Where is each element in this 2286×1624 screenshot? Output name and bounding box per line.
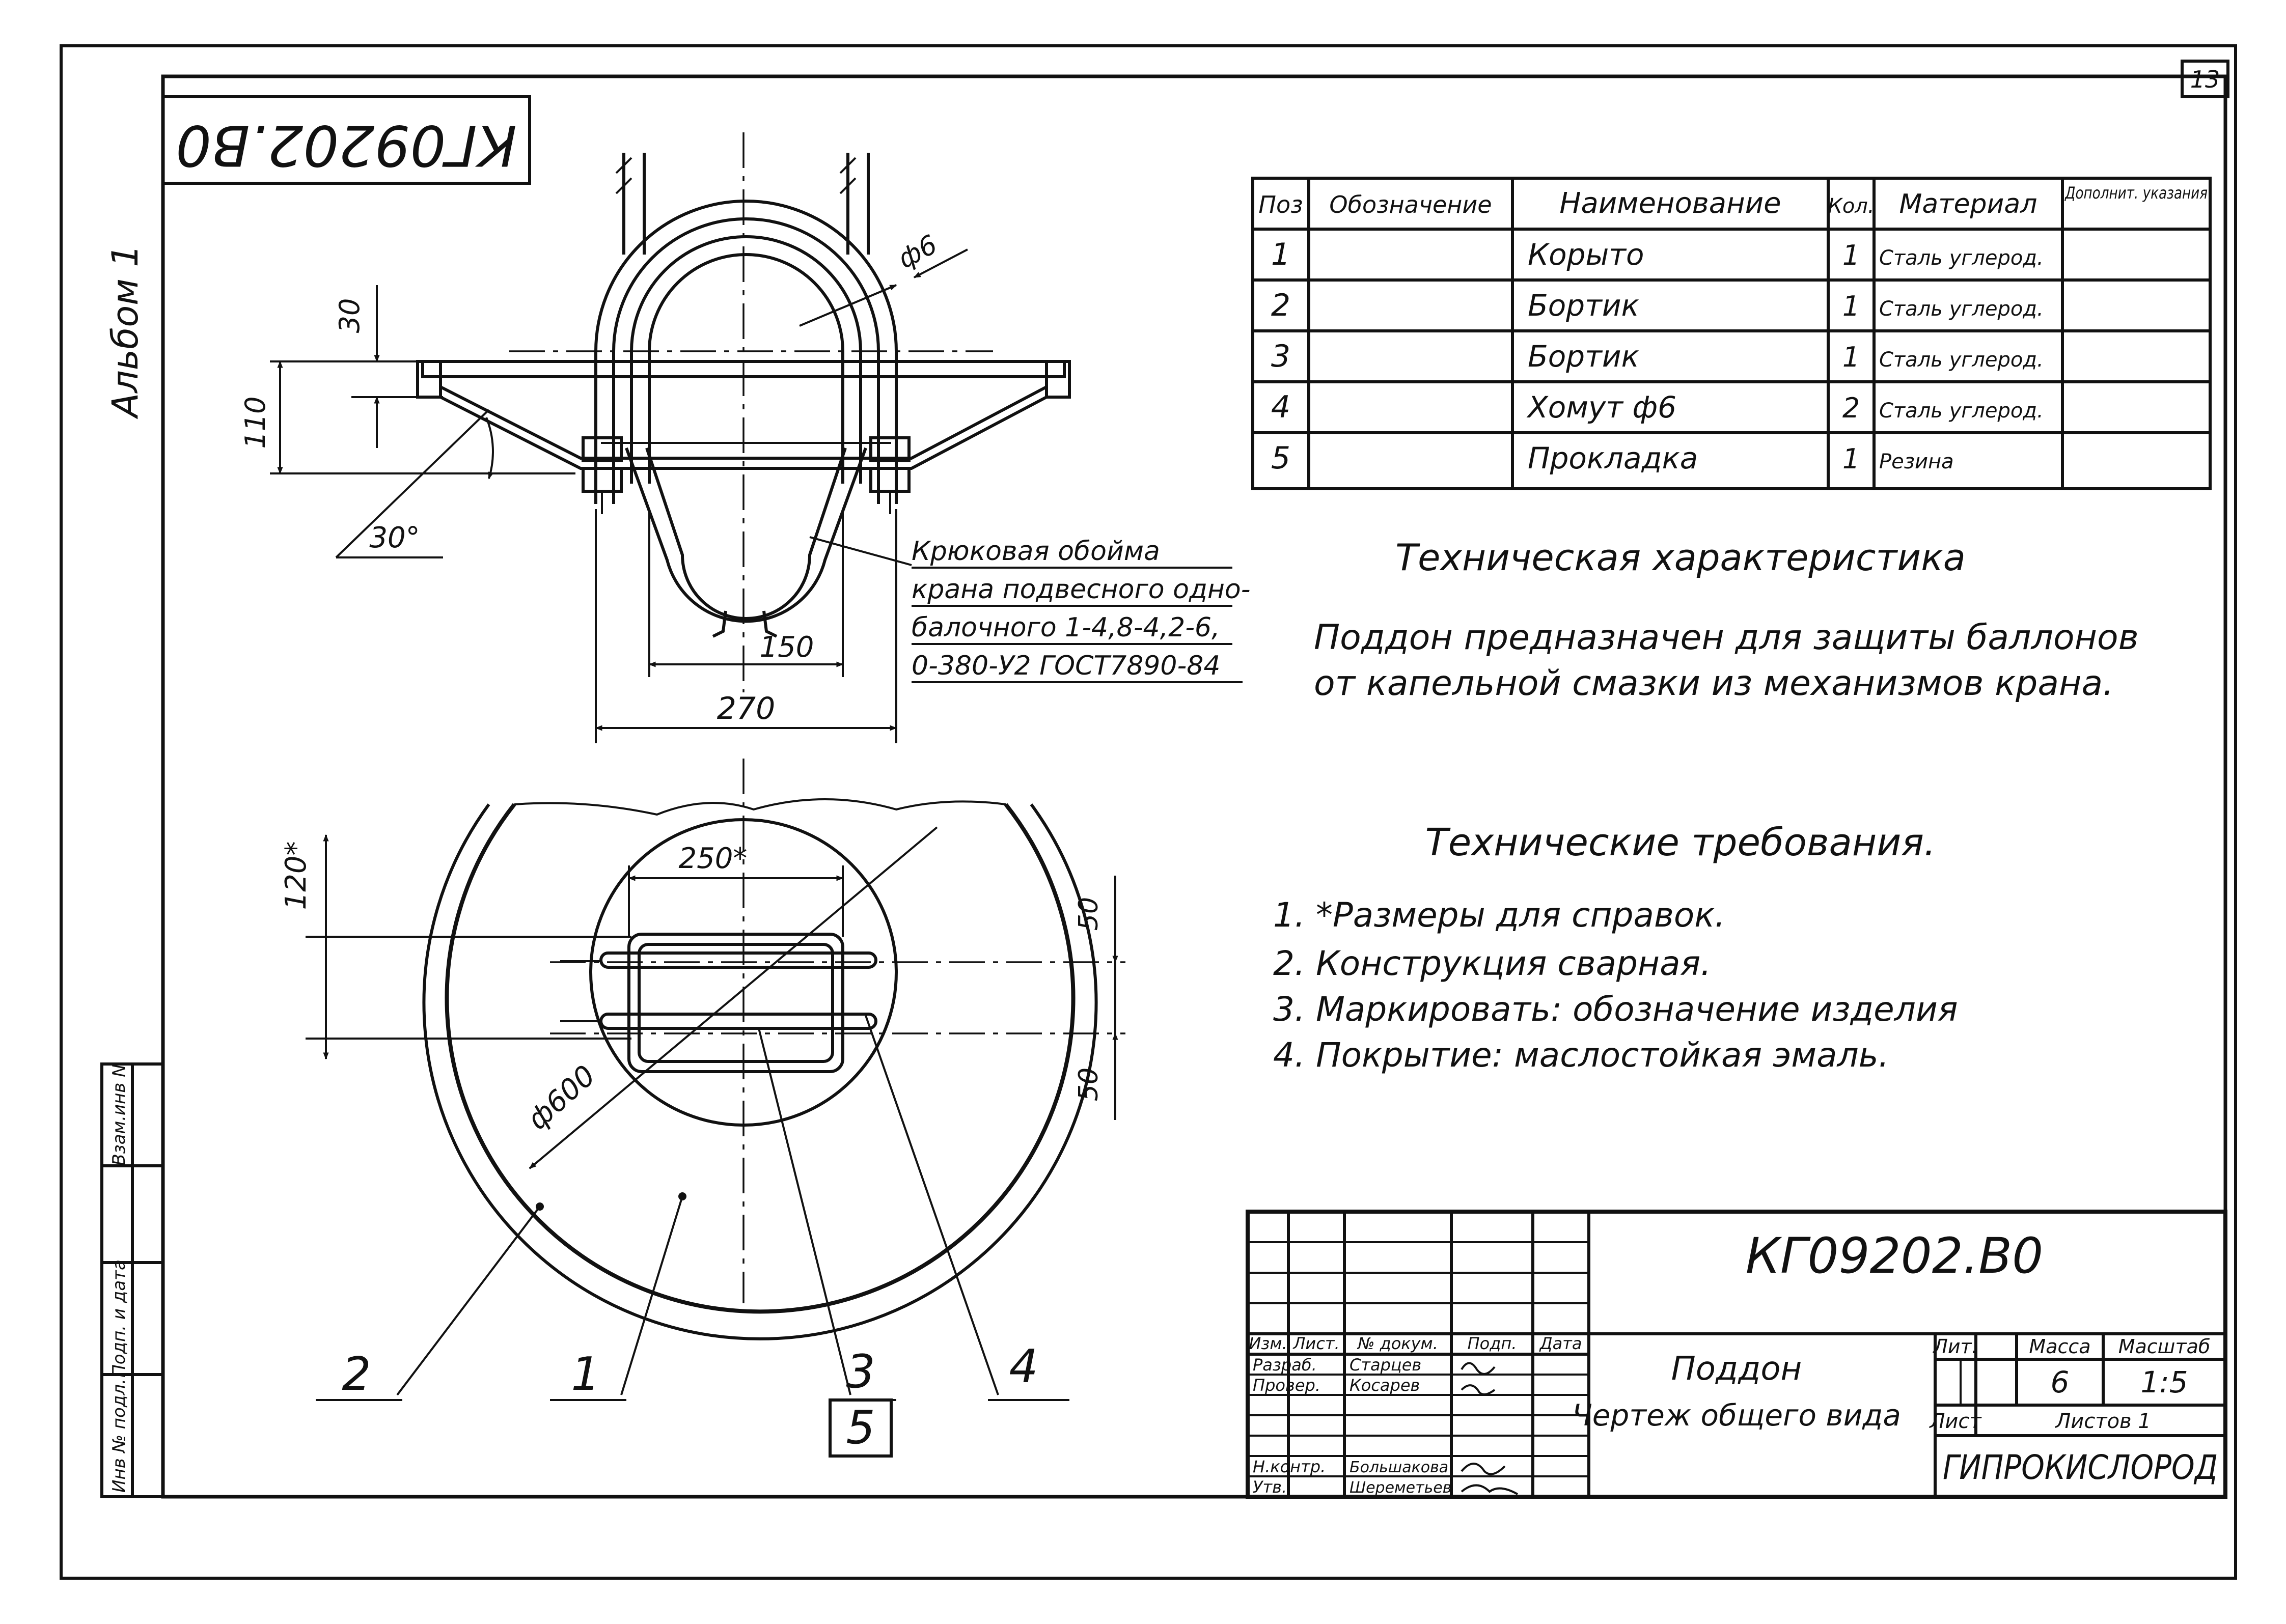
callout-5: 5 <box>846 1401 875 1454</box>
signature-nkontr <box>1462 1464 1505 1474</box>
callout-2: 2 <box>342 1348 371 1401</box>
bom-cell-pos: 3 <box>1271 339 1291 374</box>
side-stamp-sign-date: Подп. и дата <box>109 1259 129 1378</box>
tb-sheets-label: Листов 1 <box>2055 1410 2151 1433</box>
tb-scale-label: Масштаб <box>2118 1335 2211 1358</box>
bom-cell-pos: 2 <box>1271 288 1291 323</box>
tech-char-line1: Поддон предназначен для защиты баллонов <box>1314 618 2139 658</box>
bom-cell-pos: 1 <box>1271 237 1291 272</box>
tb-person-prover: Косарев <box>1349 1376 1420 1395</box>
dim-250: 250* <box>678 842 748 875</box>
tb-mass: 6 <box>2050 1365 2070 1399</box>
bom-cell-qty: 1 <box>1842 341 1860 373</box>
bom-cell-qty: 2 <box>1842 392 1860 424</box>
tb-person-razrab: Старцев <box>1349 1355 1422 1375</box>
hook-note <box>912 536 1251 682</box>
tech-req-title: Технические требования. <box>1425 821 1936 864</box>
tech-char-line2: от капельной смазки из механизмов крана. <box>1314 663 2114 704</box>
bom-cell-material: Сталь углерод. <box>1879 297 2044 321</box>
callout-3: 3 <box>846 1345 875 1398</box>
bom-cell-material: Сталь углерод. <box>1879 246 2044 270</box>
bom-header-notes: Дополнит. указания <box>2064 183 2208 203</box>
hook-rods <box>616 153 868 255</box>
tech-req-item-3: 3. Маркировать: обозначение изделия <box>1273 990 1958 1029</box>
signature-prover <box>1462 1385 1495 1394</box>
callout-4: 4 <box>1009 1340 1038 1393</box>
bom-cell-name: Корыто <box>1528 237 1644 272</box>
hook-note-line2: крана подвесного одно- <box>912 574 1251 605</box>
title-block <box>1248 1212 2225 1497</box>
tb-name-2: Чертеж общего вида <box>1572 1398 1901 1433</box>
bom-cell-name: Прокладка <box>1528 441 1698 475</box>
dim-phi6: ф6 <box>893 229 943 275</box>
bom-cell-qty: 1 <box>1842 239 1860 271</box>
album-label: Альбом 1 <box>104 244 146 417</box>
tb-mass-label: Масса <box>2029 1335 2091 1358</box>
side-stamp-replace: Взам.инв N <box>109 1064 129 1166</box>
bom-cell-material: Сталь углерод. <box>1879 348 2044 372</box>
hook-note-line3: балочного 1-4,8-4,2-6, <box>912 612 1220 643</box>
tech-req-item-4: 4. Покрытие: маслостойкая эмаль. <box>1273 1035 1889 1075</box>
side-stamp <box>102 1064 163 1497</box>
tb-role-prover: Провер. <box>1253 1376 1320 1395</box>
tech-requirements <box>1273 821 1958 1075</box>
dim-110: 110 <box>239 396 271 449</box>
tb-scale: 1:5 <box>2140 1365 2188 1399</box>
dim-50-bottom: 50 <box>1073 1067 1104 1102</box>
bom-header-pos: Поз <box>1258 191 1303 218</box>
tb-role-razrab: Разраб. <box>1253 1355 1317 1375</box>
outer-frame <box>61 46 2236 1578</box>
tb-h-doc: № докум. <box>1358 1334 1438 1353</box>
dim-angle-30: 30° <box>369 521 420 554</box>
tb-role-nkontr: Н.контр. <box>1253 1457 1326 1476</box>
callouts <box>316 1340 1069 1456</box>
dim-270: 270 <box>717 691 776 726</box>
tb-name-1: Поддон <box>1671 1350 1802 1388</box>
bom-cell-qty: 1 <box>1842 290 1860 322</box>
tb-h-list: Лист. <box>1293 1334 1340 1353</box>
bom-cell-material: Резина <box>1879 450 1954 473</box>
bom-cell-pos: 5 <box>1271 440 1291 476</box>
side-stamp-inv: Инв № подл. <box>109 1379 129 1493</box>
tb-sheet-label: Лист <box>1930 1410 1981 1433</box>
plan-view <box>280 759 1125 1395</box>
bom-cell-name: Бортик <box>1528 339 1639 374</box>
bom-cell-name: Бортик <box>1528 288 1639 323</box>
tech-req-item-1: 1. *Размеры для справок. <box>1273 895 1726 935</box>
signature-razrab <box>1462 1363 1495 1374</box>
bom-header-material: Материал <box>1899 189 2037 219</box>
callout-1: 1 <box>571 1348 600 1401</box>
tb-h-date: Дата <box>1539 1334 1582 1353</box>
hook-note-line1: Крюковая обойма <box>912 536 1160 567</box>
bom-cell-pos: 4 <box>1271 389 1291 425</box>
tb-role-utv: Утв. <box>1253 1477 1287 1497</box>
tb-h-izm: Изм. <box>1249 1334 1287 1353</box>
tb-org: ГИПРОКИСЛОРОД <box>1943 1448 2218 1487</box>
page-number: 13 <box>2190 66 2220 93</box>
bom-cell-qty: 1 <box>1842 443 1860 475</box>
bom-rows <box>1271 237 2044 476</box>
bom-cell-material: Сталь углерод. <box>1879 399 2044 423</box>
bom-header-qty: Кол. <box>1828 194 1875 218</box>
tech-characteristic <box>1314 536 2139 704</box>
dim-phi600: ф600 <box>521 1059 602 1137</box>
dim-150: 150 <box>759 631 814 664</box>
hook-note-line4: 0-380-У2 ГОСТ7890-84 <box>912 651 1221 681</box>
signature-utv <box>1462 1486 1518 1495</box>
tb-person-utv: Шереметьев <box>1349 1479 1452 1497</box>
bom-table <box>1253 178 2210 489</box>
bom-cell-name: Хомут ф6 <box>1528 390 1677 425</box>
tech-char-title: Техническая характеристика <box>1395 536 1966 579</box>
dim-50-top: 50 <box>1073 897 1104 931</box>
tb-h-sign: Подп. <box>1467 1334 1517 1353</box>
dim-30-top: 30 <box>334 298 366 333</box>
dim-120: 120* <box>280 841 313 910</box>
code-stamp: КГ09202.В0 <box>176 113 517 178</box>
tb-person-nkontr: Большакова <box>1349 1459 1449 1476</box>
bom-header-designation: Обозначение <box>1329 191 1492 218</box>
tb-code: КГ09202.В0 <box>1745 1227 2044 1284</box>
tech-req-item-2: 2. Конструкция сварная. <box>1273 944 1712 983</box>
bom-header-name: Наименование <box>1559 187 1781 220</box>
tb-lit-label: Лит. <box>1933 1335 1978 1358</box>
